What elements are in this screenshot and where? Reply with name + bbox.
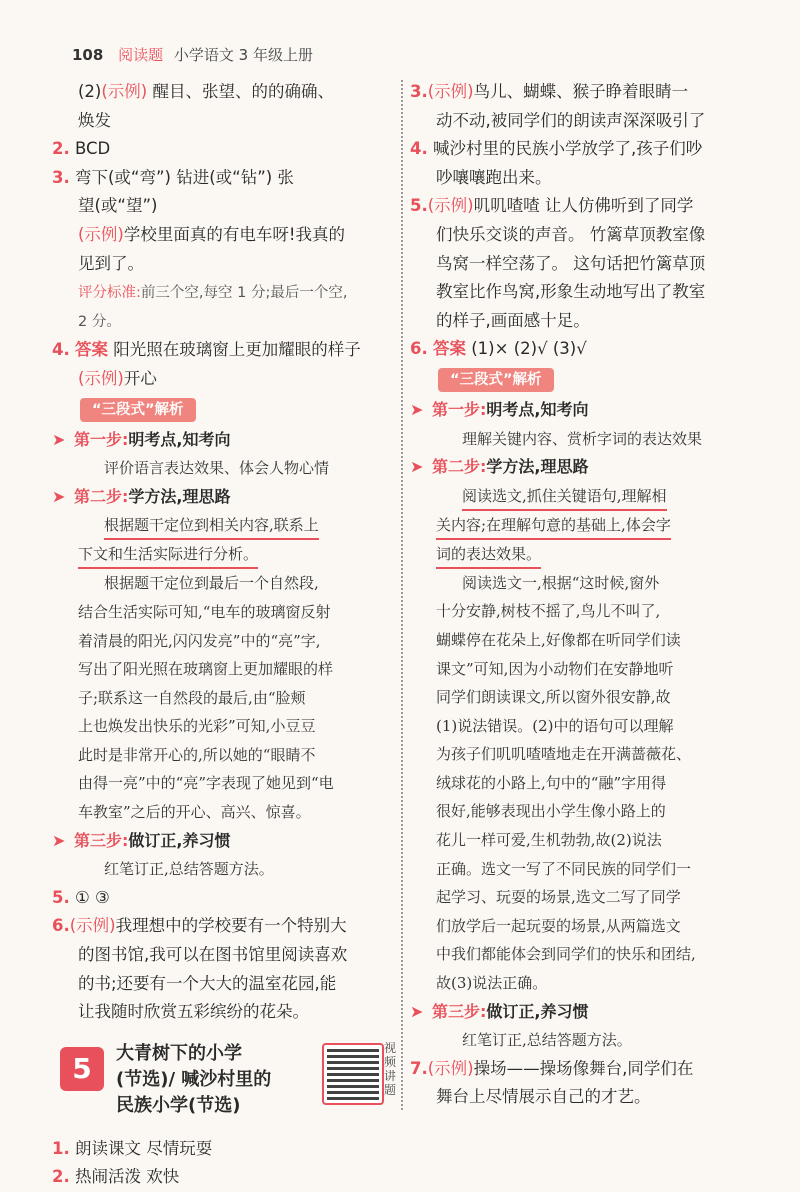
answer-text: ① ③ xyxy=(75,887,110,907)
analysis-step-1 xyxy=(410,396,750,425)
para-line: 起学习、玩耍的场景,选文二写了同学 xyxy=(436,888,681,907)
answer-label: 答案 xyxy=(75,340,108,360)
answer-text-cont: 的图书馆,我可以在图书馆里阅读喜欢 xyxy=(78,945,348,965)
question-number: 6. xyxy=(410,339,428,359)
answer-label: 答案 xyxy=(433,339,466,359)
step-text: 理解关键内容、赏析字词的表达效果 xyxy=(462,429,703,448)
analysis-paragraph xyxy=(52,569,392,826)
column-divider xyxy=(401,80,403,1110)
answer-6 xyxy=(52,912,392,941)
answer-text: 弯下(或“弯”) 钻进(或“钻”) 张 xyxy=(75,167,294,187)
answer-text-cont: 望(或“望”) xyxy=(78,196,158,216)
answer-text: 朗读课文 尽情玩耍 xyxy=(75,1138,213,1158)
underlined-text: 下文和生活实际进行分析。 xyxy=(78,541,258,569)
underlined-text: 词的表达效果。 xyxy=(436,541,541,569)
answer-text-cont: 教室比作鸟窝,形象生动地写出了教室 xyxy=(436,282,706,302)
book-title: 小学语文 3 年级上册 xyxy=(173,46,313,64)
answer-1-2 xyxy=(52,78,392,107)
para-line: 为孩子们叽叽喳喳地走在开满蔷薇花、 xyxy=(436,745,692,764)
left-column xyxy=(52,78,397,1192)
para-line: 上也焕发出快乐的光彩”可知,小豆豆 xyxy=(78,717,316,736)
analysis-step-2 xyxy=(410,453,750,482)
step-title: 学方法,理思路 xyxy=(128,486,231,506)
qr-label: 视频讲题 xyxy=(384,1040,397,1097)
para-line: 们放学后一起玩耍的场景,从两篇选文 xyxy=(436,916,681,935)
right-column xyxy=(410,78,750,1112)
para-line: 绒球花的小路上,句中的“融”字用得 xyxy=(436,773,667,792)
analysis-step-1 xyxy=(52,426,392,455)
answer-text-cont: 们快乐交谈的声音。 竹篱草顶教室像 xyxy=(436,224,706,244)
step-label: 第一步: xyxy=(432,399,487,419)
answer-3 xyxy=(52,164,392,193)
underlined-text: 关内容;在理解句意的基础上,体会字 xyxy=(436,512,671,540)
answer-text: 喊沙村里的民族小学放学了,孩子们吵 xyxy=(433,139,703,159)
example-tag: (示例) xyxy=(78,368,124,388)
example-tag: (示例) xyxy=(78,224,124,244)
question-number: 3. xyxy=(52,167,70,187)
qr-code[interactable] xyxy=(322,1043,384,1105)
example-tag: (示例) xyxy=(69,916,116,936)
answer-text: 鸟儿、蝴蝶、猴子睁着眼睛一 xyxy=(473,82,689,101)
arrow-icon: ➤ xyxy=(52,830,66,850)
para-line: 阅读选文一,根据“这时候,窗外 xyxy=(462,573,660,592)
step-text: 红笔订正,总结答题方法。 xyxy=(462,1031,632,1050)
step-title: 做订正,养习惯 xyxy=(128,830,231,850)
arrow-icon: ➤ xyxy=(52,429,66,449)
step-text: 评价语言表达效果、体会人物心情 xyxy=(104,459,330,478)
para-line: 根据题干定位到最后一个自然段, xyxy=(104,574,319,593)
question-number: 3. xyxy=(410,82,428,101)
step-label: 第三步: xyxy=(432,1001,487,1021)
answer-text: 操场——操场像舞台,同学们在 xyxy=(473,1058,694,1078)
unit-answer-1 xyxy=(52,1135,392,1164)
para-line: 花儿一样可爱,生机勃勃,故(2)说法 xyxy=(436,831,662,850)
analysis-badge: “三段式”解析 xyxy=(438,368,554,392)
analysis-paragraph xyxy=(410,569,750,998)
arrow-icon: ➤ xyxy=(410,1001,424,1021)
para-line: 此时是非常开心的,所以她的“眼睛不 xyxy=(78,745,316,764)
para-line: 正确。选文一写了不同民族的同学们一 xyxy=(436,859,692,878)
arrow-icon: ➤ xyxy=(52,486,66,506)
para-line: 蝴蝶停在花朵上,好像都在听同学们读 xyxy=(436,630,681,649)
para-line: 课文”可知,因为小动物们在安静地听 xyxy=(436,659,674,678)
answer-4-example xyxy=(52,365,392,394)
answer-text-cont: 吵嚷嚷跑出来。 xyxy=(436,167,552,187)
para-line: 十分安静,树枝不摇了,鸟儿不叫了, xyxy=(436,602,661,621)
answer-text-cont: 动不动,被同学们的朗读声深深吸引了 xyxy=(436,110,706,130)
question-number: 4. xyxy=(52,340,70,360)
question-number: 4. xyxy=(410,139,428,159)
para-line: 写出了阳光照在玻璃窗上更加耀眼的样 xyxy=(78,660,334,679)
step-title: 做订正,养习惯 xyxy=(486,1001,589,1021)
example-tag: (示例) xyxy=(427,1058,474,1078)
answer-4 xyxy=(52,336,392,365)
step-label: 第二步: xyxy=(74,486,129,506)
answer-7 xyxy=(410,1055,750,1084)
answer-4 xyxy=(410,135,750,164)
answer-6 xyxy=(410,335,750,364)
para-line: 故(3)说法正确。 xyxy=(436,974,548,993)
example-tag: (示例) xyxy=(101,82,148,101)
underlined-text: 根据题干定位到相关内容,联系上 xyxy=(104,512,319,540)
para-line: 由得一亮”中的“亮”字表现了她见到“电 xyxy=(78,774,334,793)
question-number: 2. xyxy=(52,139,70,159)
question-number: 6. xyxy=(52,916,70,936)
step-text: 红笔订正,总结答题方法。 xyxy=(104,860,274,879)
example-text: 开心 xyxy=(123,368,157,388)
answer-3 xyxy=(410,78,750,107)
example-text-cont: 见到了。 xyxy=(78,253,144,273)
criteria-label: 评分标准: xyxy=(78,285,141,302)
unit-number: 5 xyxy=(60,1047,104,1091)
arrow-icon: ➤ xyxy=(410,399,424,419)
analysis-step-2 xyxy=(52,483,392,512)
answer-text-cont: 舞台上尽情展示自己的才艺。 xyxy=(436,1087,651,1107)
page-number: 108 xyxy=(72,46,104,64)
step-label: 第三步: xyxy=(74,830,129,850)
para-line: 结合生活实际可知,“电车的玻璃窗反射 xyxy=(78,602,331,621)
question-number: 2. xyxy=(52,1167,70,1187)
question-number: 1. xyxy=(52,1138,70,1158)
answer-text-cont: 的书;还要有一个大大的温室花园,能 xyxy=(78,973,337,993)
unit-answer-2 xyxy=(52,1163,392,1192)
answer-text-cont: 焕发 xyxy=(78,110,111,130)
para-line: 车教室”之后的开心、高兴、惊喜。 xyxy=(78,803,311,822)
unit-title: 大青树下的小学 (节选)/ 喊沙村里的 民族小学(节选) xyxy=(116,1042,272,1116)
step-title: 明考点,知考向 xyxy=(128,429,231,449)
example-tag: (示例) xyxy=(427,82,474,101)
page-header xyxy=(72,44,313,65)
unit-heading xyxy=(54,1040,397,1129)
answer-text: 叽叽喳喳 让人仿佛听到了同学 xyxy=(473,196,694,216)
answer-text: (1)× (2)√ (3)√ xyxy=(471,339,587,359)
answer-text-cont: 鸟窝一样空荡了。 这句话把竹篱草顶 xyxy=(436,253,706,273)
underlined-text: 阅读选文,抓住关键语句,理解相 xyxy=(462,483,667,511)
example-tag: (示例) xyxy=(427,196,474,216)
answer-5 xyxy=(52,884,392,913)
answer-text: 醒目、张望、的的确确、 xyxy=(152,82,334,101)
para-line: 着清晨的阳光,闪闪发亮”中的“亮”字, xyxy=(78,631,321,650)
answer-text: 阳光照在玻璃窗上更加耀眼的样子 xyxy=(113,340,361,360)
step-title: 学方法,理思路 xyxy=(486,457,589,477)
part-number: (2) xyxy=(78,82,102,101)
step-title: 明考点,知考向 xyxy=(486,399,589,419)
example-text: 学校里面真的有电车呀!我真的 xyxy=(123,224,345,244)
step-label: 第二步: xyxy=(432,457,487,477)
answer-2 xyxy=(52,135,392,164)
para-line: 子;联系这一自然段的最后,由“脸颊 xyxy=(78,688,306,707)
answer-5 xyxy=(410,192,750,221)
analysis-badge: “三段式”解析 xyxy=(80,398,196,422)
answer-text: 我理想中的学校要有一个特别大 xyxy=(115,916,347,936)
analysis-step-3 xyxy=(410,998,750,1027)
para-line: (1)说法错误。(2)中的语句可以理解 xyxy=(436,716,674,735)
arrow-icon: ➤ xyxy=(410,457,424,477)
question-number: 7. xyxy=(410,1058,428,1078)
answer-text: BCD xyxy=(75,139,111,159)
answer-text-cont: 的样子,画面感十足。 xyxy=(436,310,590,330)
para-line: 中我们都能体会到同学们的快乐和团结, xyxy=(436,945,696,964)
answer-text-cont: 让我随时欣赏五彩缤纷的花朵。 xyxy=(78,1002,309,1022)
question-number: 5. xyxy=(52,887,70,907)
criteria-text: 前三个空,每空 1 分;最后一个空, xyxy=(140,285,348,302)
criteria-text-cont: 2 分。 xyxy=(78,313,121,330)
answer-text: 热闹活泼 欢快 xyxy=(75,1167,180,1187)
para-line: 很好,能够表现出小学生像小路上的 xyxy=(436,802,666,821)
para-line: 同学们朗读课文,所以窗外很安静,故 xyxy=(436,688,671,707)
scoring-criteria xyxy=(52,278,392,308)
step-label: 第一步: xyxy=(74,429,129,449)
section-label: 阅读题 xyxy=(118,46,164,64)
analysis-step-3 xyxy=(52,827,392,856)
answer-3-example xyxy=(52,221,392,250)
question-number: 5. xyxy=(410,196,428,216)
